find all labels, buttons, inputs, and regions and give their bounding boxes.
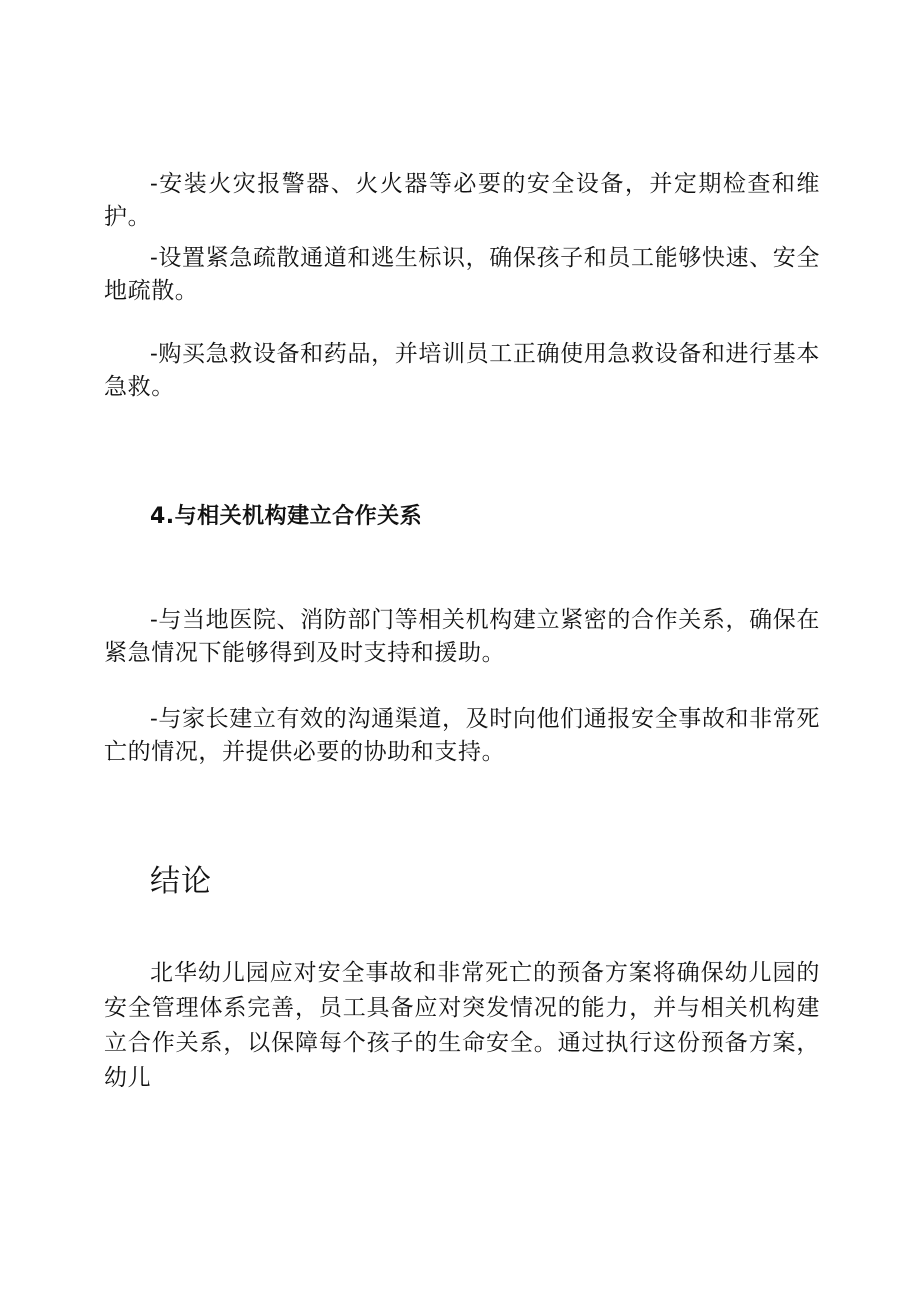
- paragraph-safety-equipment: -安装火灾报警器、火火器等必要的安全设备，并定期检查和维护。: [104, 171, 820, 230]
- conclusion-heading: 结论: [150, 864, 212, 899]
- paragraph-parent-communication: -与家长建立有效的沟通渠道，及时向他们通报安全事故和非常死亡的情况，并提供必要的协助和支持。: [104, 706, 820, 765]
- conclusion-paragraph: 北华幼儿园应对安全事故和非常死亡的预备方案将确保幼儿园的安全管理体系完善，员工具备应对突发情况的能力，并与相关机构建立合作关系，以保障每个孩子的生命安全。通过执行这份预备方案，幼儿: [104, 960, 820, 1091]
- paragraph-agency-cooperation: -与当地医院、消防部门等相关机构建立紧密的合作关系，确保在紧急情况下能够得到及时支持和援助。: [104, 607, 820, 666]
- section-heading-cooperation: 4.与相关机构建立合作关系: [150, 504, 423, 529]
- paragraph-first-aid: -购买急救设备和药品，并培训员工正确使用急救设备和进行基本急救。: [104, 341, 820, 400]
- paragraph-evacuation: -设置紧急疏散通道和逃生标识，确保孩子和员工能够快速、安全地疏散。: [104, 245, 820, 304]
